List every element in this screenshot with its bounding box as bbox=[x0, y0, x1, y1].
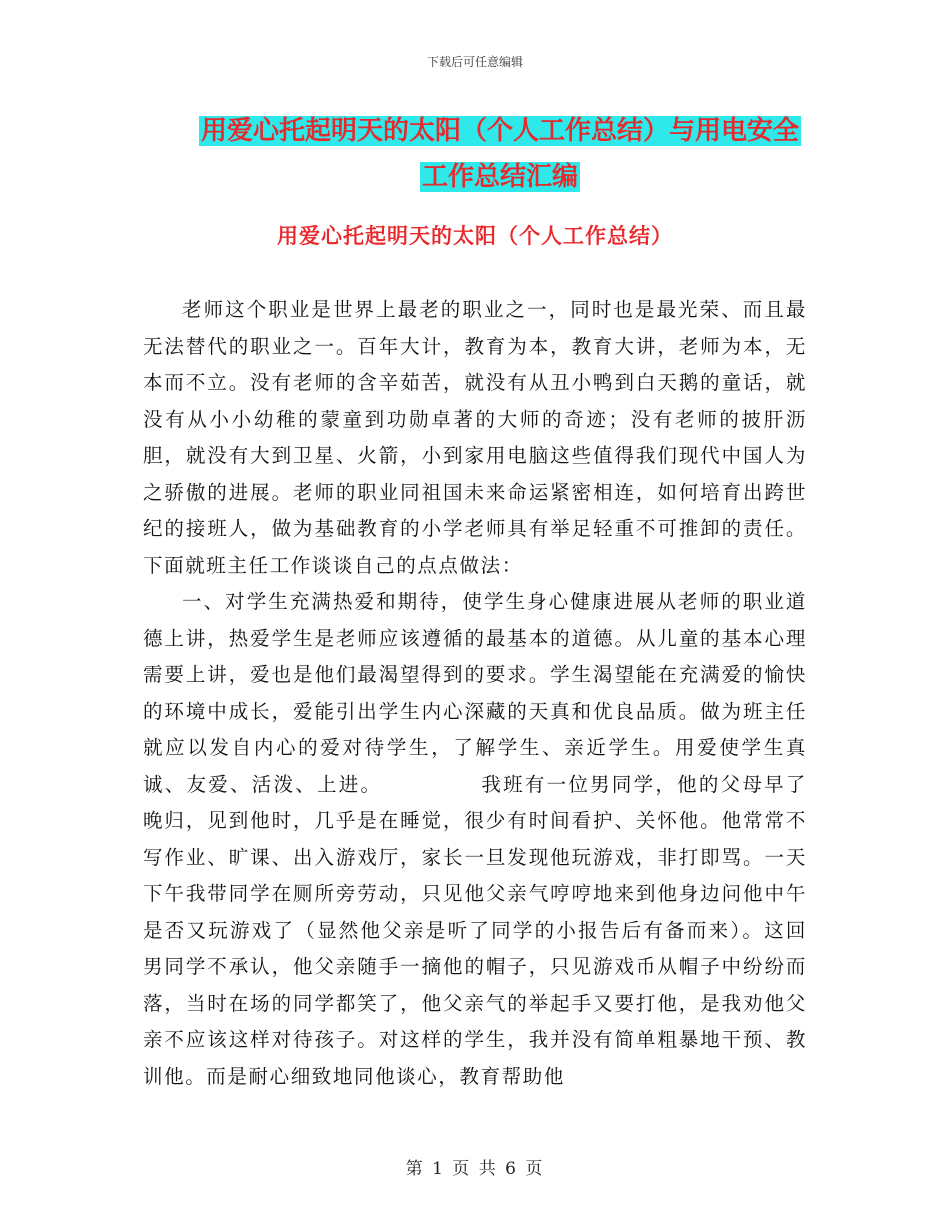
paragraph: 老师这个职业是世界上最老的职业之一，同时也是最光荣、而且最无法替代的职业之一。百年大计，教育为本，教育大讲，老师为本，无本而不立。没有老师的含辛茹苦，就没有从丑小鸭到白天鹅的童话，就没有从小小幼稚的蒙童到功勋卓著的大师的奇迹；没有老师的披肝沥胆，就没有大到卫星、火箭，小到家用电脑这些值得我们现代中国人为之骄傲的进展。老师的职业同祖国未来命运紧密相连，如何培育出跨世纪的接班人，做为基础教育的小学老师具有举足轻重不可推卸的责任。下面就班主任工作谈谈自己的点点做法： bbox=[143, 298, 807, 577]
document-body bbox=[143, 292, 807, 1095]
section-title: 用爱心托起明天的太阳（个人工作总结） bbox=[277, 224, 673, 248]
document-title-line-1: 用爱心托起明天的太阳（个人工作总结）与用电安全 bbox=[200, 116, 799, 146]
paragraph: 一、对学生充满热爱和期待，使学生身心健康进展从老师的职业道德上讲，热爱学生是老师应该遵循的最基本的道德。从儿童的基本心理需要上讲，爱也是他们最渴望得到的要求。学生渴望能在充满爱的愉快的环境中成长，爱能引出学生内心深藏的天真和优良品质。做为班主任就应以发自内心的爱对待学生，了解学生、亲近学生。用爱使学生真诚、友爱、活泼、上进。 我班有一位男同学，他的父母早了晚归，见到他时，几乎是在睡觉，很少有时间看护、关怀他。他常常不写作业、旷课、出入游戏厅，家长一旦发现他玩游戏，非打即骂。一天下午我带同学在厕所旁劳动，只见他父亲气哼哼地来到他身边问他中午是否又玩游戏了（显然他父亲是听了同学的小报告后有备而来）。这回男同学不承认，他父亲随手一摘他的帽子，只见游戏币从帽子中纷纷而落，当时在场的同学都笑了，他父亲气的举起手又要打他，是我劝他父亲不应该这样对待孩子。对这样的学生，我并没有简单粗暴地干预、教训他。而是耐心细致地同他谈心，教育帮助他 bbox=[143, 590, 807, 1088]
page-header-note: 下载后可任意编辑 bbox=[426, 55, 523, 69]
document-title-line-2: 工作总结汇编 bbox=[421, 162, 578, 192]
page-number-footer: 第 1 页 共 6 页 bbox=[405, 1159, 545, 1179]
document-title bbox=[140, 108, 860, 200]
